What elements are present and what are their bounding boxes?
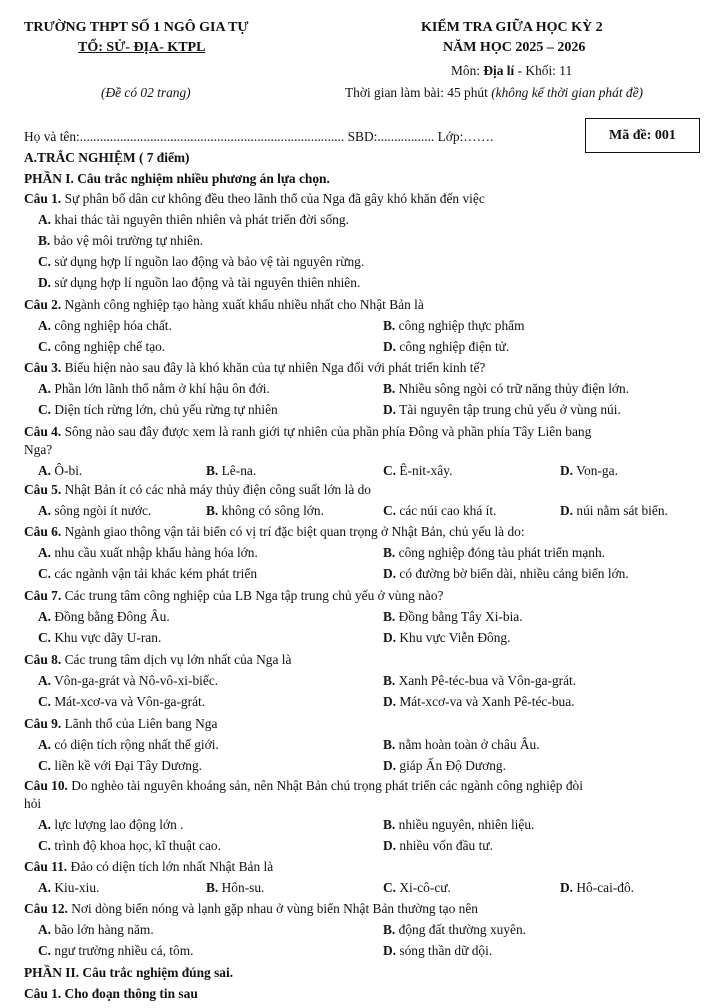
option-letter: D.	[560, 503, 574, 518]
question-stem	[24, 901, 708, 917]
answer-option-b[interactable]	[383, 609, 523, 625]
question-label: Câu 6.	[24, 524, 62, 539]
answer-option-b[interactable]	[206, 463, 256, 479]
option-text: giáp Ấn Độ Dương.	[396, 758, 506, 773]
option-text: Hô-cai-đô.	[573, 880, 635, 895]
question-text: Ngành công nghiệp tạo hàng xuất khẩu nhiều nhất cho Nhật Bản là	[61, 297, 424, 312]
answer-option-b[interactable]	[383, 381, 629, 397]
option-letter: C.	[38, 630, 52, 645]
school-name: TRƯỜNG THPT SỐ 1 NGÔ GIA TỰ	[24, 20, 249, 35]
question-stem	[24, 859, 708, 875]
option-text: Kiu-xiu.	[51, 880, 100, 895]
answer-option-d[interactable]	[560, 503, 668, 519]
option-letter: D.	[383, 758, 397, 773]
option-text: Hôn-su.	[218, 880, 265, 895]
time-text: Thời gian làm bài: 45 phút	[345, 85, 492, 100]
option-letter: A.	[38, 737, 52, 752]
option-letter: A.	[38, 381, 52, 396]
option-letter: A.	[38, 609, 52, 624]
answer-option-b[interactable]	[206, 880, 264, 896]
part2-title: PHẦN II. Câu trắc nghiệm đúng sai.	[24, 965, 234, 980]
option-text: bảo vệ môi trường tự nhiên.	[50, 233, 204, 248]
option-letter: D.	[38, 275, 52, 290]
answer-option-c[interactable]	[38, 630, 161, 646]
option-text: Phần lớn lãnh thổ nằm ở khí hậu ôn đới.	[51, 381, 270, 396]
question-text: Biểu hiện nào sau đây là khó khăn của tự nhiên Nga đối với phát triển kinh tế?	[61, 360, 486, 375]
option-text: ngư trường nhiều cá, tôm.	[51, 943, 194, 958]
option-text: Nhiều sông ngòi có trữ năng thủy điện lớn.	[395, 381, 630, 396]
exam-code-box: Mã đề: 001	[585, 118, 700, 153]
option-letter: B.	[383, 545, 396, 560]
option-text: nhiều nguyên, nhiên liệu.	[395, 817, 535, 832]
option-letter: D.	[383, 339, 397, 354]
question-label: Câu 2.	[24, 297, 62, 312]
subject-prefix: Môn:	[451, 63, 484, 78]
option-text: Lê-na.	[218, 463, 257, 478]
option-text: công nghiệp điện tử.	[396, 339, 510, 354]
answer-option-d[interactable]	[383, 402, 621, 418]
option-letter: A.	[38, 817, 52, 832]
answer-option-b[interactable]	[38, 233, 203, 249]
option-text: Diện tích rừng lớn, chủ yếu rừng tự nhiên	[51, 402, 278, 417]
option-text: Mát-xcơ-va và Xanh Pê-téc-bua.	[396, 694, 575, 709]
option-letter: D.	[560, 880, 574, 895]
option-text: Xi-cô-cư.	[396, 880, 451, 895]
answer-option-a[interactable]	[38, 880, 99, 896]
question-text: Các trung tâm dịch vụ lớn nhất của Nga là	[61, 652, 292, 667]
question-label: Câu 9.	[24, 716, 62, 731]
option-letter: A.	[38, 673, 52, 688]
answer-option-d[interactable]	[383, 758, 506, 774]
answer-option-a[interactable]	[38, 463, 82, 479]
question-label: Câu 11.	[24, 859, 68, 874]
option-letter: D.	[383, 566, 397, 581]
answer-option-a[interactable]	[38, 318, 172, 334]
exam-title: KIỂM TRA GIỮA HỌC KỲ 2	[421, 20, 603, 35]
answer-option-b[interactable]	[383, 673, 576, 689]
answer-option-c[interactable]	[38, 339, 165, 355]
option-letter: D.	[383, 402, 397, 417]
question-stem	[24, 191, 708, 207]
answer-option-c[interactable]	[38, 838, 221, 854]
option-letter: A.	[38, 212, 52, 227]
answer-option-d[interactable]	[383, 339, 509, 355]
part1-title: PHẦN I. Câu trắc nghiệm nhiều phương án lựa chọn.	[24, 171, 330, 186]
answer-option-b[interactable]	[383, 737, 540, 753]
answer-option-d[interactable]	[38, 275, 360, 291]
option-text: sử dụng hợp lí nguồn lao động và tài nguyên thiên nhiên.	[51, 275, 361, 290]
answer-option-d[interactable]	[383, 566, 629, 582]
question-label: Câu 7.	[24, 588, 62, 603]
option-letter: C.	[38, 758, 52, 773]
school-year: NĂM HỌC 2025 – 2026	[443, 40, 586, 55]
answer-option-c[interactable]	[38, 566, 257, 582]
question-text: Đảo có diện tích lớn nhất Nhật Bản là	[67, 859, 274, 874]
answer-option-a[interactable]	[38, 381, 270, 397]
option-letter: D.	[383, 943, 397, 958]
answer-option-d[interactable]	[383, 630, 510, 646]
option-text: công nghiệp thực phẩm	[395, 318, 525, 333]
option-letter: B.	[383, 609, 396, 624]
question-text: Sự phân bố dân cư không đều theo lãnh thổ của Nga đã gây khó khăn đến việc	[61, 191, 485, 206]
option-letter: A.	[38, 880, 52, 895]
option-letter: B.	[206, 880, 219, 895]
answer-option-a[interactable]	[38, 609, 170, 625]
question-text: Sông nào sau đây được xem là ranh giới tự nhiên của phần phía Đông và phần phía Tây Liên bang	[61, 424, 592, 439]
question-label: Câu 5.	[24, 482, 62, 497]
option-letter: A.	[38, 503, 52, 518]
question-stem	[24, 360, 708, 376]
question-text-continued: hỏi	[24, 796, 42, 811]
option-letter: C.	[383, 880, 397, 895]
question-label: Câu 10.	[24, 778, 68, 793]
answer-option-b[interactable]	[383, 318, 525, 334]
option-letter: B.	[383, 381, 396, 396]
option-letter: D.	[560, 463, 574, 478]
answer-option-c[interactable]	[38, 943, 194, 959]
option-letter: B.	[383, 673, 396, 688]
answer-option-c[interactable]	[38, 694, 205, 710]
option-text: Von-ga.	[573, 463, 618, 478]
option-text: trình độ khoa học, kĩ thuật cao.	[51, 838, 221, 853]
option-letter: C.	[38, 943, 52, 958]
option-text: Ô-bi.	[51, 463, 83, 478]
time-line	[345, 85, 643, 101]
option-letter: C.	[383, 463, 397, 478]
question-label: Câu 8.	[24, 652, 62, 667]
answer-option-d[interactable]	[560, 880, 634, 896]
option-text: Khu vực Viễn Đông.	[396, 630, 511, 645]
option-text: Khu vực dãy U-ran.	[51, 630, 162, 645]
question-text: Nơi dòng biển nóng và lạnh gặp nhau ở vùng biển Nhật Bản thường tạo nên	[67, 901, 478, 916]
option-letter: D.	[383, 838, 397, 853]
question-text: Nhật Bản ít có các nhà máy thủy điện công suất lớn là do	[61, 482, 371, 497]
answer-option-d[interactable]	[383, 694, 575, 710]
option-text: động đất thường xuyên.	[395, 922, 527, 937]
option-text: không có sông lớn.	[218, 503, 324, 518]
option-text: công nghiệp đóng tàu phát triển mạnh.	[395, 545, 606, 560]
pages-note: (Đề có 02 trang)	[101, 85, 191, 100]
subject-line	[451, 63, 572, 79]
answer-option-c[interactable]	[383, 880, 451, 896]
option-letter: C.	[38, 694, 52, 709]
answer-option-a[interactable]	[38, 503, 151, 519]
option-letter: A.	[38, 545, 52, 560]
option-text: có diện tích rộng nhất thế giới.	[51, 737, 219, 752]
option-letter: C.	[38, 566, 52, 581]
option-text: Đồng bằng Tây Xi-bia.	[395, 609, 523, 624]
answer-option-a[interactable]	[38, 545, 258, 561]
option-letter: B.	[38, 233, 51, 248]
question-stem	[24, 716, 708, 732]
student-info-line[interactable]: Họ và tên:............................................................................... SBD:................. Lớp:…….	[24, 129, 494, 144]
option-text: lực lượng lao động lớn .	[51, 817, 184, 832]
option-text: sóng thần dữ dội.	[396, 943, 493, 958]
question-text: Các trung tâm công nghiệp của LB Nga tập trung chủ yếu ở vùng nào?	[61, 588, 444, 603]
option-letter: C.	[38, 339, 52, 354]
option-text: Vôn-ga-grát và Nô-vô-xi-biếc.	[51, 673, 219, 688]
option-letter: C.	[38, 254, 52, 269]
answer-option-b[interactable]	[206, 503, 324, 519]
option-text: nằm hoàn toàn ở châu Âu.	[395, 737, 540, 752]
question-stem	[24, 297, 708, 313]
option-letter: C.	[38, 838, 52, 853]
option-letter: A.	[38, 318, 52, 333]
answer-option-b[interactable]	[383, 922, 526, 938]
answer-option-a[interactable]	[38, 737, 219, 753]
option-letter: A.	[38, 463, 52, 478]
answer-option-c[interactable]	[38, 758, 202, 774]
time-note: (không kể thời gian phát đề)	[491, 85, 643, 100]
option-letter: B.	[206, 463, 219, 478]
option-text: các núi cao khá ít.	[396, 503, 497, 518]
grade-text: - Khối: 11	[514, 63, 573, 78]
option-letter: A.	[38, 922, 52, 937]
question-stem	[24, 588, 708, 604]
option-text: sử dụng hợp lí nguồn lao động và bảo vệ tài nguyên rừng.	[51, 254, 365, 269]
option-letter: B.	[383, 922, 396, 937]
option-text: sông ngòi ít nước.	[51, 503, 152, 518]
option-text: có đường bờ biển dài, nhiều cảng biển lớn.	[396, 566, 629, 581]
question-stem	[24, 778, 708, 794]
department-text: TỔ: SỬ- ĐỊA- KTPL	[78, 40, 206, 55]
option-letter: B.	[383, 318, 396, 333]
department-name	[78, 40, 205, 56]
option-text: công nghiệp hóa chất.	[51, 318, 172, 333]
option-letter: D.	[383, 694, 397, 709]
option-text: Đồng bằng Đông Âu.	[51, 609, 170, 624]
answer-option-d[interactable]	[383, 943, 492, 959]
option-letter: C.	[383, 503, 397, 518]
option-letter: B.	[206, 503, 219, 518]
answer-option-c[interactable]	[38, 254, 364, 270]
question-stem	[24, 652, 708, 668]
question-stem	[24, 524, 708, 540]
option-letter: D.	[383, 630, 397, 645]
option-text: liền kề với Đại Tây Dương.	[51, 758, 202, 773]
question-stem	[24, 424, 708, 440]
option-text: nhiều vốn đầu tư.	[396, 838, 493, 853]
answer-option-c[interactable]	[38, 402, 278, 418]
option-letter: B.	[383, 737, 396, 752]
option-text: khai thác tài nguyên thiên nhiên và phát triển đời sống.	[51, 212, 349, 227]
option-text: các ngành vận tải khác kém phát triển	[51, 566, 258, 581]
answer-option-c[interactable]	[383, 503, 496, 519]
option-text: Ê-nit-xây.	[396, 463, 453, 478]
answer-option-a[interactable]	[38, 673, 218, 689]
option-letter: C.	[38, 402, 52, 417]
answer-option-d[interactable]	[560, 463, 618, 479]
answer-option-c[interactable]	[383, 463, 452, 479]
section-a-title: A.TRẮC NGHIỆM ( 7 điểm)	[24, 150, 190, 165]
question-label: Câu 3.	[24, 360, 62, 375]
answer-option-b[interactable]	[383, 817, 534, 833]
part2-question1: Câu 1. Cho đoạn thông tin sau	[24, 986, 198, 1001]
option-text: núi nằm sát biển.	[573, 503, 668, 518]
question-label: Câu 4.	[24, 424, 62, 439]
option-text: Mát-xcơ-va và Vôn-ga-grát.	[51, 694, 206, 709]
option-text: Tài nguyên tập trung chủ yếu ở vùng núi.	[396, 402, 621, 417]
option-text: bão lớn hàng năm.	[51, 922, 154, 937]
option-text: công nghiệp chế tạo.	[51, 339, 166, 354]
option-text: Xanh Pê-téc-bua và Vôn-ga-grát.	[395, 673, 577, 688]
question-text: Lãnh thổ của Liên bang Nga	[61, 716, 218, 731]
question-text: Ngành giao thông vận tải biển có vị trí đặc biệt quan trọng ở Nhật Bản, chủ yếu là do:	[61, 524, 525, 539]
question-text: Do nghèo tài nguyên khoáng sản, nên Nhật Bản chú trọng phát triển các ngành công nghiệp đòi	[67, 778, 583, 793]
answer-option-a[interactable]	[38, 817, 183, 833]
option-letter: B.	[383, 817, 396, 832]
option-text: nhu cầu xuất nhập khẩu hàng hóa lớn.	[51, 545, 258, 560]
subject-name: Địa lí	[483, 63, 515, 78]
answer-option-b[interactable]	[383, 545, 605, 561]
question-text-continued: Nga?	[24, 442, 53, 457]
question-label: Câu 12.	[24, 901, 68, 916]
question-stem	[24, 482, 708, 498]
question-label: Câu 1.	[24, 191, 62, 206]
answer-option-a[interactable]	[38, 212, 349, 228]
answer-option-a[interactable]	[38, 922, 154, 938]
answer-option-d[interactable]	[383, 838, 493, 854]
